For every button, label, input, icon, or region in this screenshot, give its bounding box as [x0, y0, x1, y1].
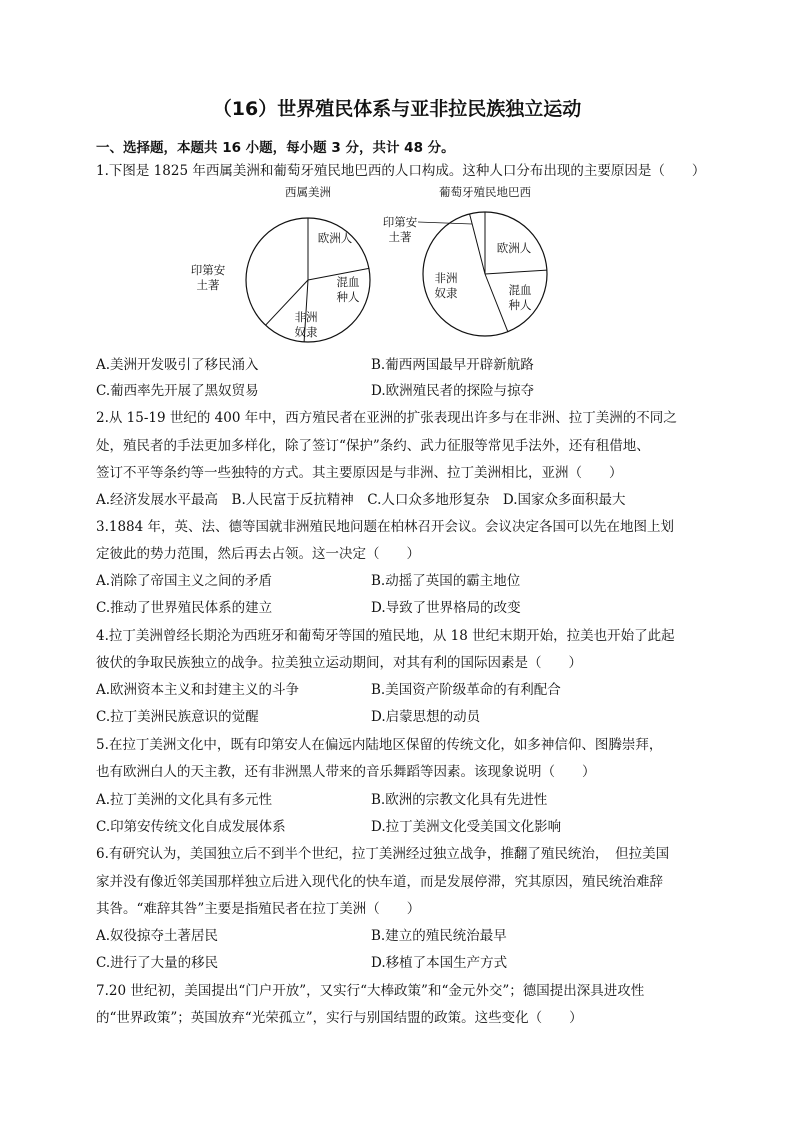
- q2-line-2: 处，殖民者的手法更加多样化，除了签订“保护”条约、武力征服等常见手法外，还有租借地、: [96, 438, 650, 454]
- q7-line-2: 的“世界政策”；英国放弃“光荣孤立”，实行与别国结盟的政策。这些变化（ ）: [96, 1010, 583, 1026]
- pie-charts-svg: [190, 185, 570, 366]
- q4-line-1: 4.拉丁美洲曾经长期沦为西班牙和葡萄牙等国的殖民地，从 18 世纪末期开始，拉美也开始了此起: [96, 628, 675, 644]
- pie-title-1: 葡萄牙殖民地巴西: [439, 185, 531, 199]
- section-heading: 一、选择题，本题共 16 小题，每小题 3 分，共计 48 分。: [96, 140, 455, 156]
- q4-option-a: A.欧洲资本主义和封建主义的斗争: [96, 682, 300, 698]
- q5-line-2: 也有欧洲白人的天主教，还有非洲黑人带来的音乐舞蹈等因素。该现象说明（ ）: [96, 764, 596, 780]
- q5-option-d: D.拉丁美洲文化受美国文化影响: [371, 819, 562, 835]
- pie-slice-label-1-0: 欧洲人: [496, 241, 532, 255]
- pie-slice-label-0-3: 印第安土著: [190, 263, 226, 292]
- q1-stem: 1.下图是 1825 年西属美洲和葡萄牙殖民地巴西的人口构成。这种人口分布出现的主要原因是（ ）: [96, 163, 706, 179]
- q6-line-3: 其咎。“难辞其咎”主要是指殖民者在拉丁美洲（ ）: [96, 901, 421, 917]
- q6-option-d: D.移植了本国生产方式: [371, 955, 508, 971]
- pie-slice-label-1-3: 印第安土著: [382, 215, 418, 244]
- q3-option-a: A.消除了帝国主义之间的矛盾: [96, 573, 273, 589]
- pie-title-0: 西属美洲: [285, 185, 331, 199]
- q2-line-1: 2.从 15-19 世纪的 400 年中，西方殖民者在亚洲的扩张表现出许多与在非洲、拉丁美洲的不同之: [96, 410, 677, 426]
- q2-line-3: 签订不平等条约等一些独特的方式。其主要原因是与非洲、拉丁美洲相比，亚洲（ ）: [96, 465, 623, 481]
- q6-option-b: B.建立的殖民统治最早: [371, 928, 507, 944]
- q5-option-c: C.印第安传统文化自成发展体系: [96, 819, 286, 835]
- q2-options: A.经济发展水平最高 B.人民富于反抗精神 C.人口众多地形复杂 D.国家众多面积最大: [96, 492, 626, 508]
- q5-option-a: A.拉丁美洲的文化具有多元性: [96, 792, 273, 808]
- pie-slice-label-0-0: 欧洲人: [317, 231, 353, 245]
- q3-line-1: 3.1884 年，英、法、德等国就非洲殖民地问题在柏林召开会议。会议决定各国可以先在地图上划: [96, 519, 675, 535]
- pie-slice-label-0-1: 混血种人: [336, 275, 360, 304]
- q1-option-d: D.欧洲殖民者的探险与掠夺: [371, 383, 535, 399]
- q1-option-c: C.葡西率先开展了黑奴贸易: [96, 383, 259, 399]
- pie-slice-label-0-2: 非洲奴隶: [294, 310, 318, 339]
- pie-charts: [190, 185, 570, 366]
- q1-option-b: B.葡西两国最早开辟新航路: [371, 357, 534, 373]
- pie-slice-label-1-2: 非洲奴隶: [434, 271, 458, 300]
- q4-option-c: C.拉丁美洲民族意识的觉醒: [96, 709, 259, 725]
- q4-option-b: B.美国资产阶级革命的有利配合: [371, 682, 561, 698]
- q6-line-1: 6.有研究认为，美国独立后不到半个世纪，拉丁美洲经过独立战争，推翻了殖民统治， 但拉美国: [96, 846, 670, 862]
- q4-option-d: D.启蒙思想的动员: [371, 709, 481, 725]
- q4-line-2: 彼伏的争取民族独立的战争。拉美独立运动期间，对其有利的国际因素是（ ）: [96, 655, 582, 671]
- q5-line-1: 5.在拉丁美洲文化中，既有印第安人在偏远内陆地区保留的传统文化，如多神信仰、图腾崇拜，: [96, 737, 663, 753]
- q3-option-c: C.推动了世界殖民体系的建立: [96, 600, 273, 616]
- q6-option-c: C.进行了大量的移民: [96, 955, 219, 971]
- q5-option-b: B.欧洲的宗教文化具有先进性: [371, 792, 548, 808]
- q1-option-a: A.美洲开发吸引了移民涌入: [96, 357, 259, 373]
- q3-option-b: B.动摇了英国的霸主地位: [371, 573, 521, 589]
- q3-line-2: 定彼此的势力范围，然后再去占领。这一决定（ ）: [96, 546, 420, 562]
- q7-line-1: 7.20 世纪初，美国提出“门户开放”，又实行“大棒政策”和“金元外交”；德国提出深具进攻性: [96, 983, 645, 999]
- pie-slice-label-1-1: 混血种人: [508, 283, 532, 312]
- page-title: （16）世界殖民体系与亚非拉民族独立运动: [212, 98, 582, 120]
- q6-option-a: A.奴役掠夺土著居民: [96, 928, 219, 944]
- q6-line-2: 家并没有像近邻美国那样独立后进入现代化的快车道，而是发展停滞，究其原因，殖民统治难辞: [96, 874, 663, 890]
- q3-option-d: D.导致了世界格局的改变: [371, 600, 521, 616]
